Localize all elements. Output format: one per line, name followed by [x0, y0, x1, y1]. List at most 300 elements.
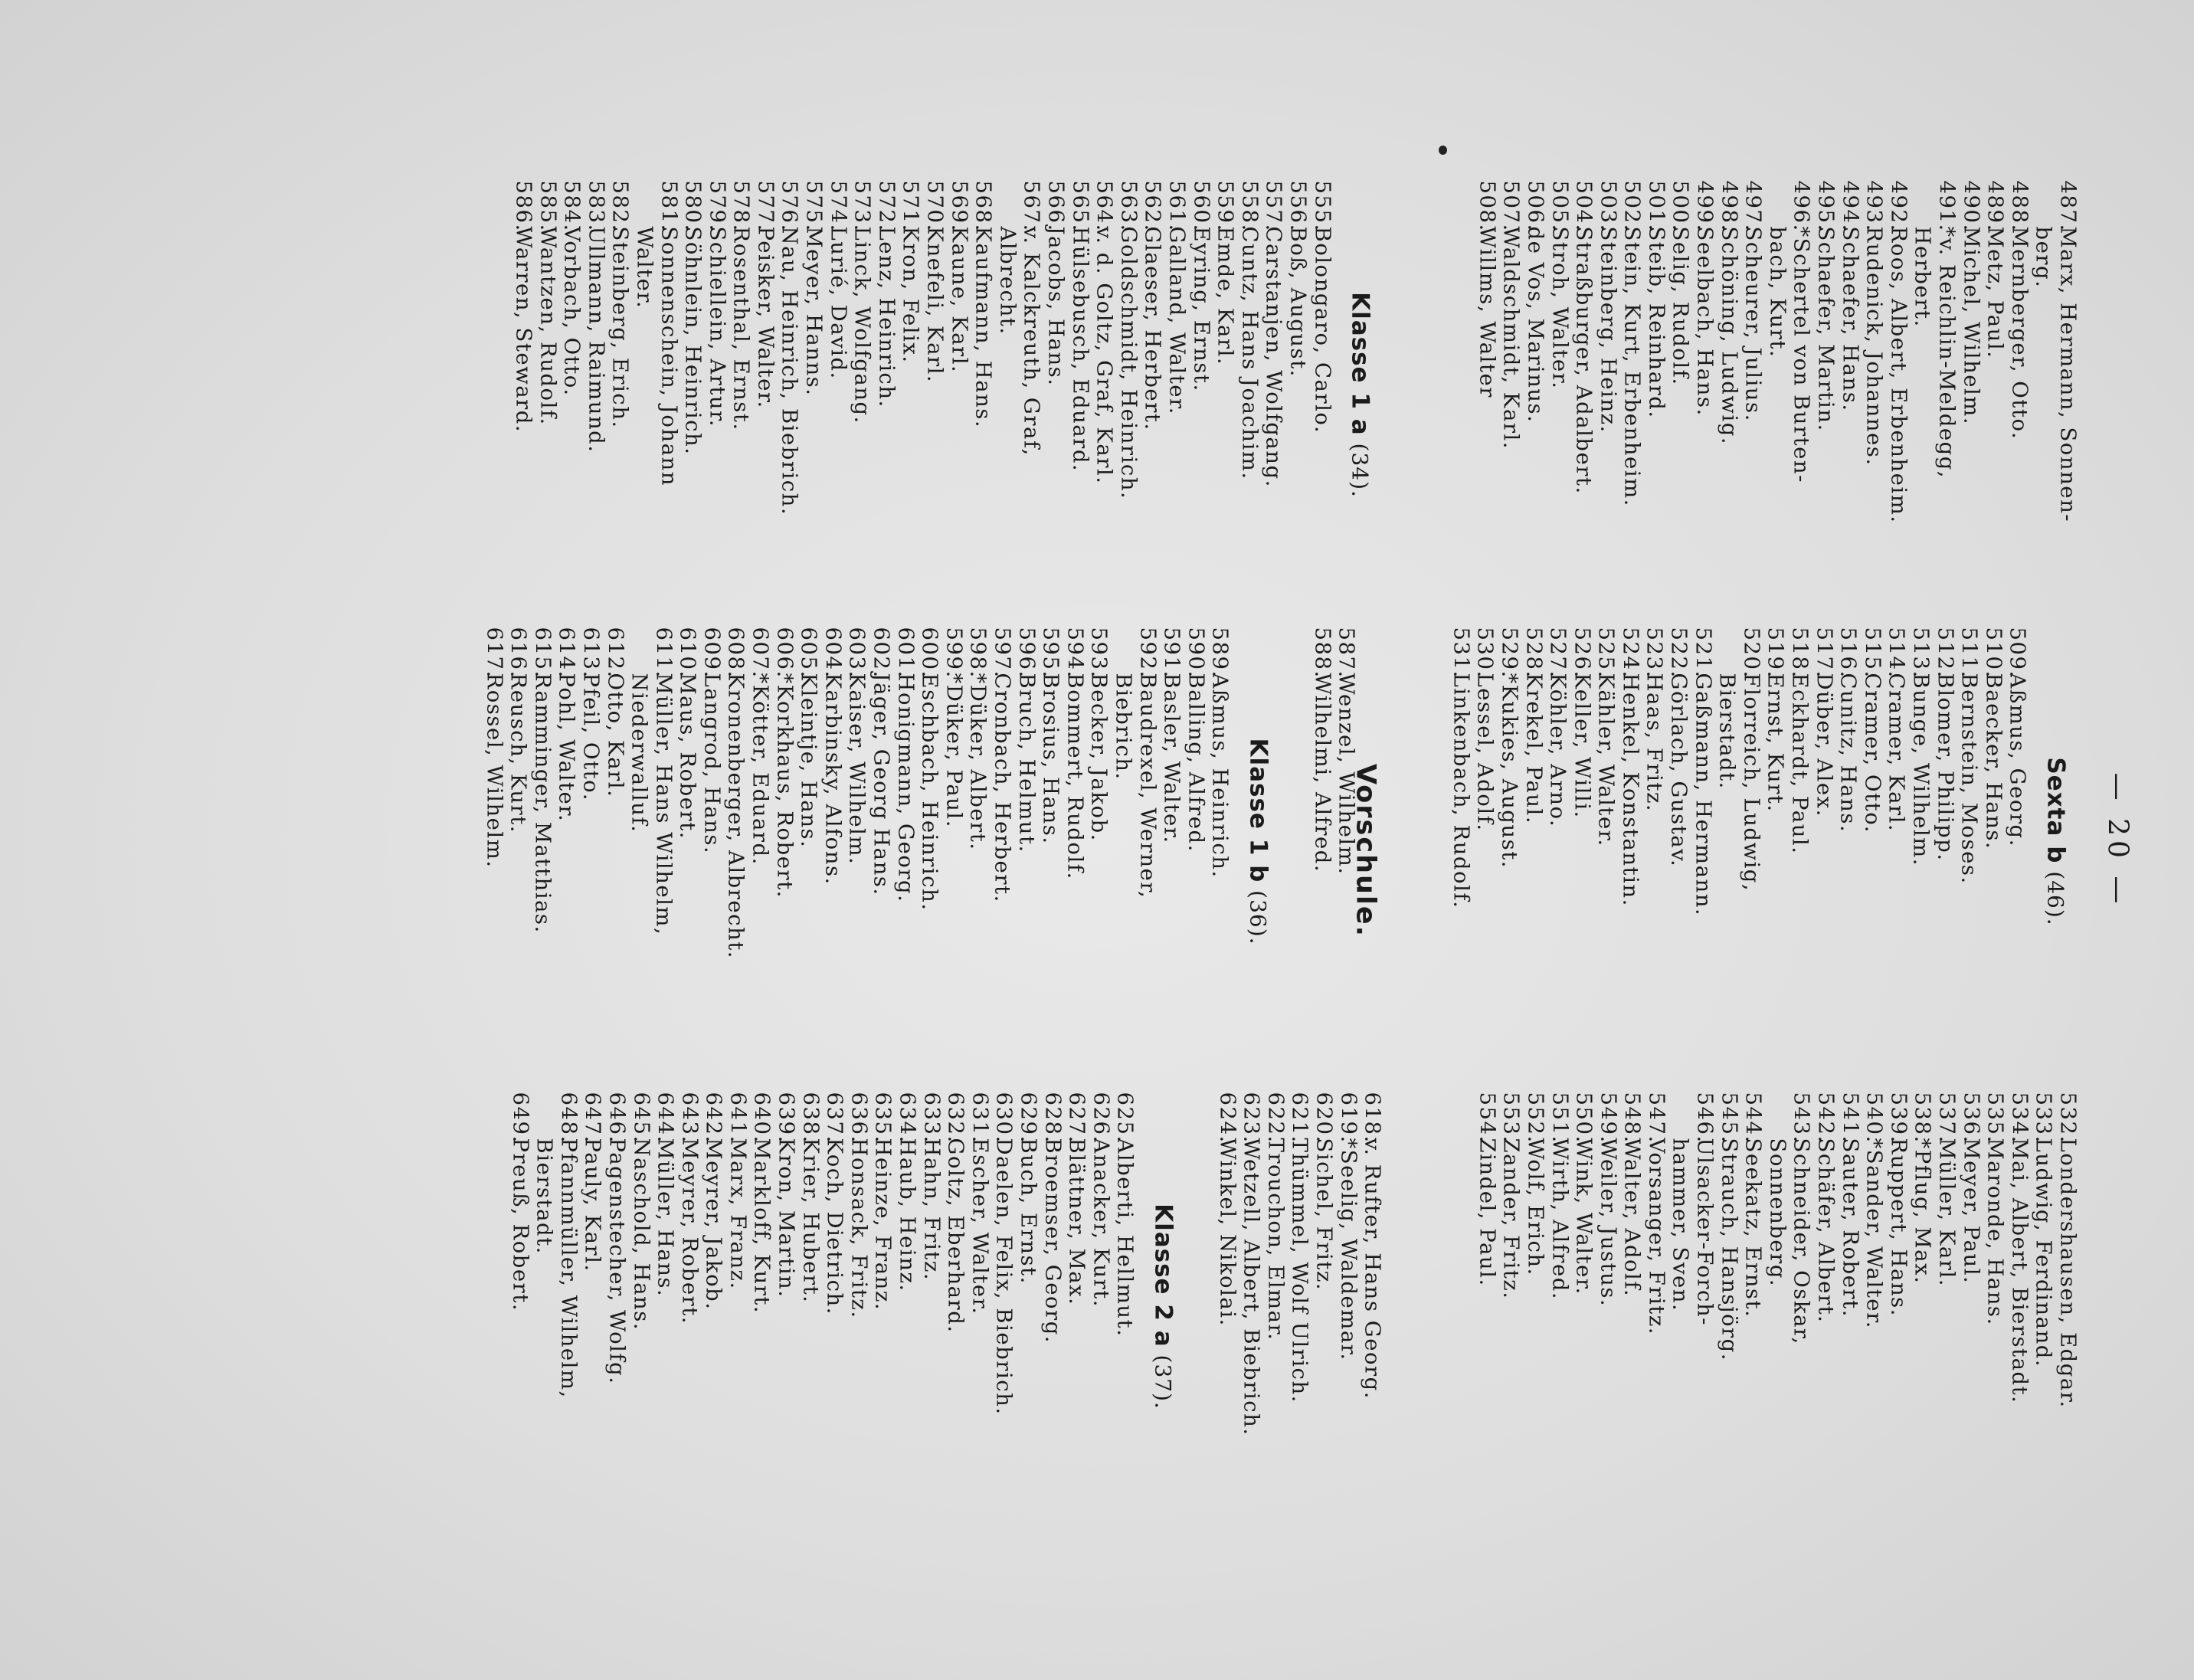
entry-name: Langrod, Hans.: [699, 673, 724, 854]
entry-name: Wenzel, Wilhelm.: [1334, 673, 1359, 876]
list-item: [507, 1092, 532, 1521]
entry-number: 530.: [1472, 627, 1498, 679]
entry-number: 575.: [801, 180, 827, 232]
entry-name: Schöning, Ludwig.: [1716, 226, 1741, 445]
entry-number: 647.: [580, 1092, 605, 1144]
list-item: [941, 627, 965, 1056]
entry-name: Pfannmüller, Wilhelm,: [555, 1138, 581, 1399]
entry-name: Bommert, Rudolf.: [1062, 673, 1087, 880]
list-item: [801, 180, 826, 609]
entry-number: 495.: [1813, 180, 1839, 232]
entry-name: Galland, Walter.: [1164, 226, 1189, 415]
entry-name: Meyer, Paul.: [1958, 1138, 1983, 1284]
entry-name: Michel, Wilhelm.: [1958, 226, 1983, 425]
entry-name: Maronde, Hans.: [1983, 1138, 2008, 1326]
list-item: [774, 1092, 798, 1521]
entry-name: Rudenick, Johannes.: [1862, 226, 1887, 467]
entry-number: 584.: [559, 180, 585, 232]
entry-number: 626.: [1088, 1092, 1113, 1144]
entry-number: 536.: [1958, 1092, 1983, 1144]
entry-number: 601.: [892, 627, 918, 679]
entry-name: Zander, Fritz.: [1498, 1138, 1524, 1300]
entry-name: Buch, Ernst.: [1016, 1138, 1041, 1285]
list-item: [1067, 180, 1092, 609]
list-item: [1740, 180, 1765, 609]
entry-number: 637.: [822, 1092, 847, 1144]
entry-name: Marx, Franz.: [725, 1138, 750, 1290]
entry-name: Maus, Robert.: [675, 673, 700, 840]
list-item: [628, 1092, 653, 1521]
block-gap: [1384, 180, 1474, 609]
list-item: [1980, 627, 2005, 1056]
list-item: [796, 627, 820, 1056]
entry-name: Trouchon, Elmar.: [1262, 1138, 1288, 1341]
entry-number: 552.: [1522, 1092, 1547, 1144]
entry-name: Schaefer, Hans.: [1837, 226, 1862, 412]
list-item: [917, 627, 941, 1056]
entry-name: Londershausen, Edgar.: [2055, 1138, 2080, 1409]
entry-number: 583.: [583, 180, 608, 232]
entry-number: 539.: [1885, 1092, 1911, 1144]
column-2: [481, 627, 2079, 1056]
entry-number: 588.: [1309, 627, 1334, 679]
entry-number: 633.: [919, 1092, 944, 1144]
list-item: [846, 1092, 870, 1521]
entry-number: 501.: [1643, 180, 1668, 232]
entry-number: 577.: [752, 180, 778, 232]
entry-name: v. Rufter, Hans Georg.: [1360, 1138, 1385, 1400]
entry-name: Eyring, Ernst.: [1188, 226, 1213, 392]
entry-name: Eckhardt, Paul.: [1787, 673, 1813, 854]
list-item: [1311, 1092, 1335, 1521]
entry-number: 616.: [506, 627, 531, 679]
list-item: [1474, 1092, 1498, 1521]
list-item: [510, 180, 535, 609]
entry-number: 496.: [1789, 180, 1814, 232]
entry-name: Henkel, Konstantin.: [1617, 673, 1642, 907]
list-item: [650, 627, 675, 1056]
entry-name: Koch, Dietrich.: [822, 1138, 847, 1315]
list-item: [850, 180, 874, 609]
entry-number: [1764, 1092, 1789, 1138]
list-item: [1740, 1092, 1765, 1521]
vorschule-title: Vorschule.: [1350, 763, 1380, 938]
entry-number: 596.: [1013, 627, 1039, 679]
list-item: [1236, 180, 1261, 609]
entry-name: Ludwig, Ferdinand.: [2031, 1138, 2056, 1367]
entry-name: Glaeser, Herbert.: [1140, 226, 1165, 431]
entry-name: Karbinsky, Alfons.: [820, 673, 845, 886]
entry-number: 586.: [510, 180, 535, 232]
list-item: [555, 1092, 580, 1521]
entry-number: 515.: [1859, 627, 1885, 679]
list-item: [797, 1092, 822, 1521]
list-item: [1335, 1092, 1360, 1521]
entry-name: Boß, August.: [1285, 226, 1310, 378]
entry-name: Heinze, Franz.: [870, 1138, 896, 1311]
entry-number: 579.: [704, 180, 729, 232]
entry-number: [994, 180, 1019, 226]
entry-number: 632.: [943, 1092, 968, 1144]
list-item: [919, 1092, 943, 1521]
entry-number: 511.: [1957, 627, 1982, 679]
list-item: [1309, 627, 1334, 1056]
entry-number: 567.: [1019, 180, 1044, 232]
entry-number: 582.: [607, 180, 633, 232]
entry-name: Cuntz, Hans Joachim.: [1236, 226, 1262, 480]
list-item: [1690, 627, 1714, 1056]
list-item: [1496, 627, 1521, 1056]
entry-name: Cramer, Otto.: [1859, 673, 1885, 833]
list-item: [554, 627, 578, 1056]
class-heading: [1149, 1092, 1177, 1521]
list-block: [507, 1092, 1214, 1521]
entry-name: Herbert.: [1910, 226, 1935, 328]
column-3: [507, 1092, 2079, 1521]
entry-number: 559.: [1213, 180, 1238, 232]
entry-number: 540.: [1862, 1092, 1887, 1144]
entry-name: *Kötter, Eduard.: [748, 673, 773, 866]
entry-name: Ulsacker-Forch-: [1692, 1138, 1718, 1326]
entry-number: 513.: [1908, 627, 1934, 679]
entry-name: Becker, Jakob.: [1086, 673, 1112, 842]
entry-name: Schneider, Oskar,: [1789, 1138, 1814, 1345]
entry-name: Wolf, Erich.: [1522, 1138, 1547, 1276]
list-item: [844, 627, 869, 1056]
entry-name: Vorbach, Otto.: [559, 226, 585, 397]
list-item: [994, 180, 1019, 609]
ink-speck: [1439, 146, 1447, 155]
entry-number: 514.: [1884, 627, 1909, 679]
list-item: [1716, 1092, 1740, 1521]
list-item: [1643, 1092, 1668, 1521]
list-item: [1885, 180, 1910, 609]
entry-name: Markloff, Kurt.: [749, 1138, 774, 1314]
entry-number: 528.: [1521, 627, 1546, 679]
entry-name: Bierstadt.: [532, 1138, 557, 1255]
entry-name: Pagenstecher, Wolfg.: [604, 1138, 629, 1384]
list-item: [583, 180, 607, 609]
list-item: [723, 627, 748, 1056]
entry-number: 506.: [1522, 180, 1547, 232]
entry-name: Linck, Wolfgang.: [850, 226, 875, 424]
entry-number: 585.: [535, 180, 560, 232]
entry-number: 635.: [870, 1092, 896, 1144]
entry-number: 504.: [1571, 180, 1596, 232]
entry-number: 591.: [1159, 627, 1184, 679]
entry-name: Rossel, Wilhelm.: [481, 673, 506, 869]
list-item: [870, 1092, 895, 1521]
list-item: [535, 180, 559, 609]
entry-number: [627, 627, 651, 673]
list-item: [1668, 1092, 1692, 1521]
list-item: [1545, 627, 1570, 1056]
entry-number: 597.: [990, 627, 1015, 679]
list-item: [922, 180, 946, 609]
entry-name: Carstanjen, Wolfgang.: [1261, 226, 1286, 488]
entry-number: 492.: [1885, 180, 1911, 232]
list-block: [1309, 627, 1448, 1056]
entry-number: 543.: [1789, 1092, 1814, 1144]
entry-name: Kleintje, Hans.: [796, 673, 821, 848]
entry-name: Ramminger, Matthias.: [529, 673, 555, 934]
list-item: [1547, 180, 1571, 609]
entry-number: 590.: [1183, 627, 1208, 679]
entry-name: Söhnlein, Heinrich.: [680, 226, 706, 455]
entry-number: 558.: [1236, 180, 1262, 232]
entry-number: 507.: [1498, 180, 1524, 232]
entry-name: Strauch, Hansjörg.: [1716, 1138, 1741, 1361]
entry-number: 542.: [1813, 1092, 1839, 1144]
entry-number: 533.: [2031, 1092, 2056, 1144]
list-item: [752, 180, 777, 609]
entry-number: 641.: [725, 1092, 750, 1144]
entry-number: 587.: [1334, 627, 1359, 679]
list-item: [1786, 627, 1811, 1056]
list-item: [1448, 627, 1472, 1056]
entry-name: Jäger, Georg Hans.: [869, 673, 894, 896]
entry-name: *Düker, Albert.: [965, 673, 991, 851]
list-item: [873, 180, 898, 609]
entry-name: Ullmann, Raimund.: [583, 226, 608, 454]
entry-number: 560.: [1188, 180, 1213, 232]
entry-number: 619.: [1335, 1092, 1361, 1144]
entry-number: 554.: [1474, 1092, 1499, 1144]
entry-name: Sonnenschein, Johann: [656, 226, 681, 486]
list-item: [1934, 180, 1958, 609]
list-item: [532, 1092, 556, 1521]
entry-name: Albrecht.: [994, 226, 1020, 336]
entry-name: Cunitz, Hans.: [1835, 673, 1861, 833]
entry-number: 602.: [869, 627, 894, 679]
entry-number: 611.: [650, 627, 676, 679]
entry-number: 600.: [917, 627, 942, 679]
entry-number: 617.: [481, 627, 506, 679]
list-item: [1569, 627, 1593, 1056]
entry-name: v. Kalckreuth, Graf,: [1019, 226, 1044, 457]
entry-number: 627.: [1064, 1092, 1089, 1144]
entry-name: Lessel, Adolf.: [1472, 673, 1498, 832]
entry-name: Cramer, Karl.: [1884, 673, 1909, 832]
list-item: [1285, 180, 1309, 609]
entry-name: Alberti, Hellmut.: [1112, 1138, 1138, 1337]
list-item: [989, 627, 1013, 1056]
list-item: [1789, 1092, 1813, 1521]
list-item: [1619, 180, 1644, 609]
list-item: [1837, 1092, 1862, 1521]
list-item: [1086, 627, 1111, 1056]
list-item: [822, 1092, 846, 1521]
list-item: [2031, 180, 2055, 609]
list-item: [1309, 180, 1334, 609]
entry-name: Eschbach, Heinrich.: [917, 673, 942, 911]
entry-name: Vorsanger, Fritz.: [1643, 1138, 1668, 1335]
list-item: [604, 1092, 628, 1521]
entry-number: 527.: [1545, 627, 1570, 679]
entry-number: [1110, 627, 1135, 673]
list-item: [1521, 627, 1545, 1056]
list-item: [777, 180, 801, 609]
list-item: [656, 180, 680, 609]
list-item: [1062, 627, 1086, 1056]
entry-number: 614.: [554, 627, 579, 679]
list-item: [699, 627, 723, 1056]
entry-name: Meyrer, Robert.: [676, 1138, 702, 1325]
entry-name: Baudrexel, Werner,: [1135, 673, 1160, 899]
list-item: [1595, 1092, 1619, 1521]
entry-name: Niederwalluf.: [627, 673, 652, 833]
list-item: [1474, 180, 1498, 609]
entry-number: 648.: [555, 1092, 581, 1144]
entry-number: 523.: [1642, 627, 1667, 679]
list-item: [675, 627, 699, 1056]
entry-number: 645.: [628, 1092, 653, 1144]
entry-name: Schäfer, Albert.: [1813, 1138, 1839, 1323]
entry-name: Schiellein, Artur.: [704, 226, 729, 427]
list-item: [580, 1092, 604, 1521]
list-item: [943, 1092, 968, 1521]
entry-number: 598.: [965, 627, 991, 679]
entry-number: [2031, 180, 2055, 226]
entry-name: Müller, Karl.: [1934, 1138, 1960, 1287]
entry-number: 593.: [1086, 627, 1112, 679]
list-block: [1448, 627, 2067, 1056]
entry-name: *Sander, Walter.: [1862, 1138, 1887, 1329]
list-block: [1214, 1092, 1474, 1521]
list-item: [1092, 180, 1116, 609]
entry-number: 488.: [2006, 180, 2032, 232]
entry-number: 569.: [946, 180, 971, 232]
column-1: [510, 180, 2079, 609]
entry-number: 566.: [1043, 180, 1069, 232]
list-item: [1214, 1092, 1239, 1521]
entry-name: Pohl, Walter.: [554, 673, 579, 822]
entry-number: 603.: [844, 627, 869, 679]
list-item: [1064, 1092, 1089, 1521]
list-item: [559, 180, 584, 609]
entry-number: 493.: [1862, 180, 1887, 232]
entry-name: bach, Kurt.: [1764, 226, 1790, 358]
entry-number: 631.: [967, 1092, 992, 1144]
list-item: [1813, 180, 1837, 609]
list-item: [1837, 180, 1862, 609]
entry-name: Emde, Karl.: [1213, 226, 1238, 365]
entry-name: *Kukies, August.: [1496, 673, 1521, 869]
entry-number: 571.: [898, 180, 923, 232]
entry-number: 517.: [1811, 627, 1836, 679]
list-item: [1958, 180, 1983, 609]
list-block: [1474, 1092, 2079, 1521]
list-item: [1159, 627, 1184, 1056]
list-item: [1983, 1092, 2007, 1521]
entry-number: [1714, 627, 1739, 673]
list-item: [1666, 627, 1691, 1056]
entry-name: Brosius, Hans.: [1038, 673, 1063, 845]
list-item: [1910, 180, 1934, 609]
list-item: [1813, 1092, 1837, 1521]
entry-name: Köhler, Arno.: [1545, 673, 1570, 827]
entry-number: [1764, 180, 1789, 226]
entry-name: Wirth, Alfred.: [1547, 1138, 1572, 1300]
entry-name: Thümmel, Wolf Ulrich.: [1287, 1138, 1312, 1403]
list-item: [1692, 1092, 1717, 1521]
entry-name: Haub, Heinz.: [895, 1138, 920, 1292]
list-item: [627, 627, 651, 1056]
entry-number: 624.: [1214, 1092, 1239, 1144]
entry-number: 531.: [1448, 627, 1473, 679]
entry-number: 494.: [1837, 180, 1862, 232]
list-item: [725, 1092, 749, 1521]
list-item: [2006, 180, 2031, 609]
entry-name: Stein, Kurt, Erbenheim.: [1619, 226, 1645, 507]
entry-number: 510.: [1980, 627, 2006, 679]
entry-number: 578.: [729, 180, 754, 232]
entry-name: Kron, Martin.: [774, 1138, 799, 1298]
list-item: [1262, 1092, 1287, 1521]
list-item: [1110, 627, 1135, 1056]
entry-number: 521.: [1690, 627, 1715, 679]
entry-number: 634.: [895, 1092, 920, 1144]
entry-name: Görlach, Gustav.: [1666, 673, 1691, 867]
entry-number: 555.: [1309, 180, 1334, 232]
entry-number: [631, 180, 656, 226]
entry-number: 606.: [771, 627, 797, 679]
entry-name: Nau, Heinrich, Biebrich.: [777, 226, 802, 516]
list-item: [825, 180, 850, 609]
entry-number: 642.: [701, 1092, 726, 1144]
entry-number: 499.: [1692, 180, 1718, 232]
entry-name: Hahn, Fritz.: [919, 1138, 944, 1281]
list-item: [2055, 1092, 2079, 1521]
list-item: [506, 627, 530, 1056]
entry-number: 500.: [1668, 180, 1693, 232]
entry-name: Biebrich.: [1111, 673, 1135, 781]
entry-number: [1668, 1092, 1692, 1138]
block-gap: [1357, 627, 1448, 1056]
entry-number: 625.: [1112, 1092, 1138, 1144]
entry-name: Meyer, Hanns.: [801, 226, 827, 397]
list-item: [1884, 627, 1908, 1056]
entry-name: *Korkhaus, Robert.: [771, 673, 797, 899]
entry-number: 508.: [1474, 180, 1499, 232]
entry-number: 589.: [1207, 627, 1233, 679]
block-gap: [1187, 1092, 1214, 1521]
list-item: [1595, 180, 1619, 609]
list-item: [1932, 627, 1957, 1056]
entry-number: 649.: [507, 1092, 532, 1144]
list-item: [2055, 180, 2079, 609]
entry-number: 509.: [2005, 627, 2030, 679]
entry-number: 599.: [941, 627, 966, 679]
entry-name: Mai, Albert, Bierstadt.: [2006, 1138, 2032, 1403]
entry-number: 581.: [656, 180, 681, 232]
entry-number: 568.: [971, 180, 996, 232]
entry-number: 612.: [602, 627, 627, 679]
entry-name: Knefeli, Karl.: [922, 226, 948, 383]
list-item: [1764, 1092, 1789, 1521]
entry-name: Cronbach, Herbert.: [990, 673, 1015, 903]
list-item: [1907, 627, 1932, 1056]
entry-name: Sauter, Robert.: [1837, 1138, 1862, 1318]
entry-name: Metz, Paul.: [1983, 226, 2008, 359]
entry-name: *Seelig, Waldemar.: [1335, 1138, 1361, 1361]
entry-number: 638.: [797, 1092, 823, 1144]
entry-number: 605.: [796, 627, 821, 679]
entry-number: 570.: [922, 180, 948, 232]
list-item: [578, 627, 602, 1056]
list-item: [1239, 1092, 1263, 1521]
list-item: [1789, 180, 1813, 609]
